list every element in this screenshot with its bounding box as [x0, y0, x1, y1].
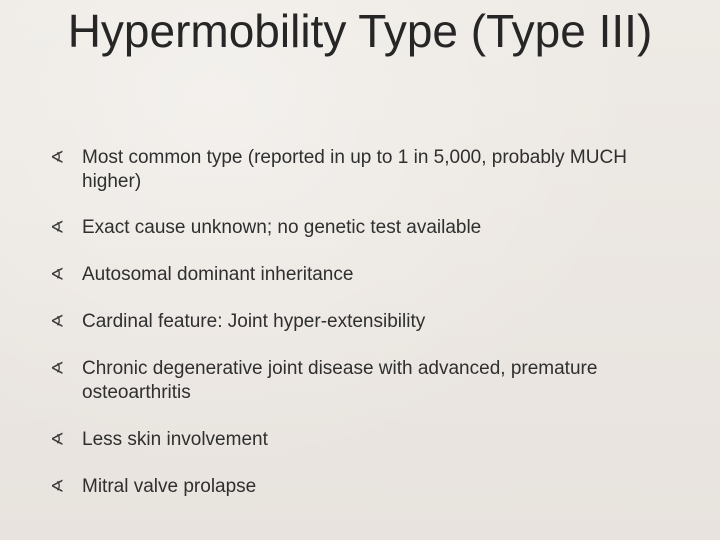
bullet-item — [50, 216, 670, 240]
bullet-item — [50, 146, 670, 194]
bullet-text: Autosomal dominant inheritance — [82, 264, 354, 285]
bullet-item — [50, 475, 670, 499]
bullet-item — [50, 428, 670, 452]
bullet-arrow-icon: ∢ — [50, 359, 65, 378]
bullet-text: Less skin involvement — [82, 429, 268, 450]
bullet-text: Mitral valve prolapse — [82, 476, 257, 497]
bullet-text: Chronic degenerative joint disease with advanced, premature osteoarthritis — [82, 358, 598, 403]
bullet-text: Most common type (reported in up to 1 in 5,000, probably MUCH higher) — [82, 147, 627, 192]
bullet-arrow-icon: ∢ — [50, 312, 65, 331]
slide-title: Hypermobility Type (Type III) — [67, 5, 653, 57]
bullet-arrow-icon: ∢ — [50, 218, 65, 237]
bullet-item — [50, 263, 670, 287]
bullet-text: Cardinal feature: Joint hyper-extensibility — [82, 311, 426, 332]
bullet-arrow-icon: ∢ — [50, 477, 65, 496]
bullet-arrow-icon: ∢ — [50, 265, 65, 284]
bullet-item — [50, 310, 670, 334]
bullet-item — [50, 357, 670, 405]
bullet-list — [50, 146, 670, 499]
bullet-arrow-icon: ∢ — [50, 148, 65, 167]
bullet-text: Exact cause unknown; no genetic test available — [82, 217, 482, 238]
bullet-arrow-icon: ∢ — [50, 430, 65, 449]
